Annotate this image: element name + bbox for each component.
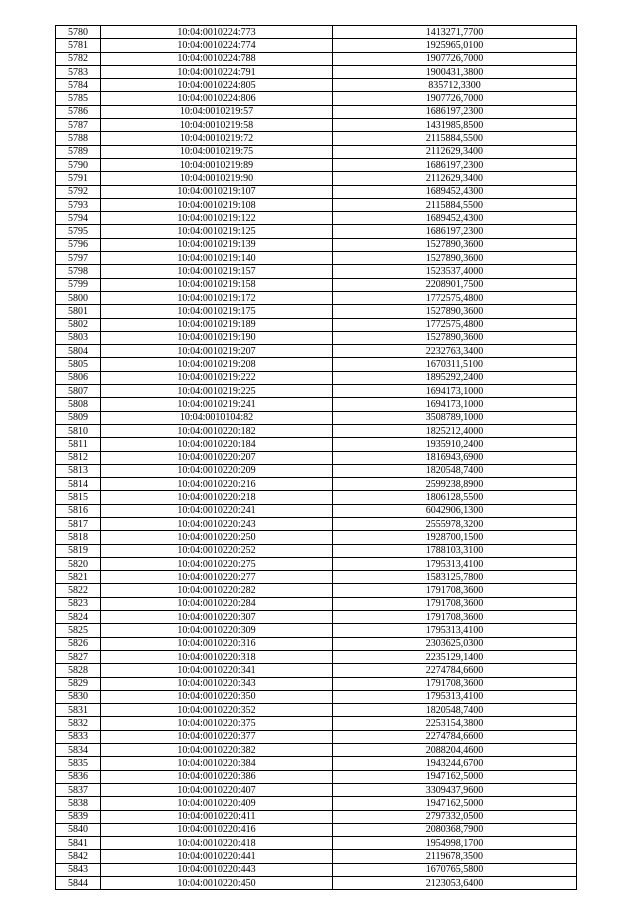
table-row — [56, 26, 577, 39]
cadastral-value-cell: 2119678,3500 — [333, 850, 577, 863]
cadastral-value-cell: 1820548,7400 — [333, 464, 577, 477]
cadastral-number-cell: 10:04:0010220:377 — [101, 730, 333, 743]
row-number-cell: 5816 — [56, 504, 101, 517]
row-number-cell: 5826 — [56, 637, 101, 650]
row-number-cell: 5843 — [56, 863, 101, 876]
table-row — [56, 850, 577, 863]
cadastral-value-cell: 3508789,1000 — [333, 411, 577, 424]
cadastral-value-cell: 1825212,4000 — [333, 424, 577, 437]
table-row — [56, 478, 577, 491]
cadastral-number-cell: 10:04:0010219:72 — [101, 132, 333, 145]
table-row — [56, 744, 577, 757]
row-number-cell: 5804 — [56, 345, 101, 358]
row-number-cell: 5824 — [56, 611, 101, 624]
table-row — [56, 132, 577, 145]
row-number-cell: 5784 — [56, 79, 101, 92]
cadastral-value-cell: 1795313,4100 — [333, 624, 577, 637]
cadastral-value-cell: 1947162,5000 — [333, 770, 577, 783]
cadastral-number-cell: 10:04:0010224:773 — [101, 26, 333, 39]
row-number-cell: 5819 — [56, 544, 101, 557]
cadastral-value-cell: 1527890,3600 — [333, 252, 577, 265]
cadastral-number-cell: 10:04:0010219:89 — [101, 158, 333, 171]
cadastral-value-cell: 1772575,4800 — [333, 318, 577, 331]
cadastral-number-cell: 10:04:0010220:309 — [101, 624, 333, 637]
cadastral-value-cell: 1806128,5500 — [333, 491, 577, 504]
cadastral-value-cell: 2080368,7900 — [333, 823, 577, 836]
table-row — [56, 105, 577, 118]
cadastral-value-cell: 2112629,3400 — [333, 145, 577, 158]
row-number-cell: 5786 — [56, 105, 101, 118]
cadastral-number-cell: 10:04:0010219:158 — [101, 278, 333, 291]
table-row — [56, 119, 577, 132]
cadastral-number-cell: 10:04:0010219:208 — [101, 358, 333, 371]
row-number-cell: 5780 — [56, 26, 101, 39]
table-row — [56, 278, 577, 291]
cadastral-number-cell: 10:04:0010219:58 — [101, 119, 333, 132]
table-row — [56, 504, 577, 517]
row-number-cell: 5823 — [56, 597, 101, 610]
cadastral-value-cell: 1816943,6900 — [333, 451, 577, 464]
cadastral-value-cell: 1895292,2400 — [333, 371, 577, 384]
row-number-cell: 5829 — [56, 677, 101, 690]
cadastral-number-cell: 10:04:0010220:386 — [101, 770, 333, 783]
cadastral-value-cell: 1795313,4100 — [333, 690, 577, 703]
cadastral-number-cell: 10:04:0010220:450 — [101, 877, 333, 890]
cadastral-value-cell: 1689452,4300 — [333, 212, 577, 225]
row-number-cell: 5827 — [56, 650, 101, 663]
cadastral-value-cell: 1907726,7000 — [333, 92, 577, 105]
cadastral-value-cell: 2088204,4600 — [333, 744, 577, 757]
table-row — [56, 730, 577, 743]
cadastral-value-cell: 1686197,2300 — [333, 158, 577, 171]
cadastral-number-cell: 10:04:0010220:443 — [101, 863, 333, 876]
cadastral-value-cell: 1527890,3600 — [333, 305, 577, 318]
row-number-cell: 5802 — [56, 318, 101, 331]
cadastral-value-cell: 2599238,8900 — [333, 478, 577, 491]
row-number-cell: 5785 — [56, 92, 101, 105]
table-row — [56, 837, 577, 850]
row-number-cell: 5787 — [56, 119, 101, 132]
cadastral-value-cell: 1772575,4800 — [333, 291, 577, 304]
row-number-cell: 5810 — [56, 424, 101, 437]
row-number-cell: 5800 — [56, 291, 101, 304]
cadastral-number-cell: 10:04:0010219:172 — [101, 291, 333, 304]
row-number-cell: 5807 — [56, 385, 101, 398]
cadastral-value-cell: 1791708,3600 — [333, 597, 577, 610]
table-row — [56, 783, 577, 796]
cadastral-number-cell: 10:04:0010219:107 — [101, 185, 333, 198]
cadastral-number-cell: 10:04:0010219:222 — [101, 371, 333, 384]
row-number-cell: 5831 — [56, 704, 101, 717]
table-row — [56, 438, 577, 451]
cadastral-number-cell: 10:04:0010220:382 — [101, 744, 333, 757]
row-number-cell: 5813 — [56, 464, 101, 477]
cadastral-number-cell: 10:04:0010219:108 — [101, 198, 333, 211]
table-row — [56, 531, 577, 544]
cadastral-number-cell: 10:04:0010224:788 — [101, 52, 333, 65]
cadastral-value-cell: 1788103,3100 — [333, 544, 577, 557]
table-row — [56, 398, 577, 411]
table-row — [56, 571, 577, 584]
cadastral-number-cell: 10:04:0010220:375 — [101, 717, 333, 730]
row-number-cell: 5793 — [56, 198, 101, 211]
row-number-cell: 5801 — [56, 305, 101, 318]
cadastral-number-cell: 10:04:0010220:411 — [101, 810, 333, 823]
table-row — [56, 331, 577, 344]
table-row — [56, 624, 577, 637]
cadastral-value-cell: 1900431,3800 — [333, 65, 577, 78]
cadastral-number-cell: 10:04:0010220:284 — [101, 597, 333, 610]
table-row — [56, 185, 577, 198]
row-number-cell: 5825 — [56, 624, 101, 637]
table-row — [56, 39, 577, 52]
row-number-cell: 5782 — [56, 52, 101, 65]
cadastral-number-cell: 10:04:0010220:343 — [101, 677, 333, 690]
table-row — [56, 544, 577, 557]
cadastral-number-cell: 10:04:0010224:774 — [101, 39, 333, 52]
row-number-cell: 5808 — [56, 398, 101, 411]
table-row — [56, 198, 577, 211]
cadastral-value-cell: 1928700,1500 — [333, 531, 577, 544]
row-number-cell: 5795 — [56, 225, 101, 238]
cadastral-value-cell: 2115884,5500 — [333, 198, 577, 211]
table-row — [56, 92, 577, 105]
cadastral-number-cell: 10:04:0010220:350 — [101, 690, 333, 703]
cadastral-number-cell: 10:04:0010220:352 — [101, 704, 333, 717]
cadastral-value-cell: 2555978,3200 — [333, 517, 577, 530]
table-row — [56, 385, 577, 398]
table-row — [56, 557, 577, 570]
table-row — [56, 464, 577, 477]
row-number-cell: 5833 — [56, 730, 101, 743]
table-row — [56, 345, 577, 358]
row-number-cell: 5797 — [56, 252, 101, 265]
table-row — [56, 637, 577, 650]
cadastral-value-cell: 1935910,2400 — [333, 438, 577, 451]
row-number-cell: 5822 — [56, 584, 101, 597]
cadastral-value-cell: 2274784,6600 — [333, 664, 577, 677]
cadastral-number-cell: 10:04:0010220:209 — [101, 464, 333, 477]
cadastral-number-cell: 10:04:0010220:184 — [101, 438, 333, 451]
row-number-cell: 5830 — [56, 690, 101, 703]
row-number-cell: 5837 — [56, 783, 101, 796]
row-number-cell: 5839 — [56, 810, 101, 823]
table-row — [56, 877, 577, 890]
table-row — [56, 291, 577, 304]
cadastral-number-cell: 10:04:0010220:307 — [101, 611, 333, 624]
table-row — [56, 863, 577, 876]
row-number-cell: 5783 — [56, 65, 101, 78]
cadastral-number-cell: 10:04:0010219:207 — [101, 345, 333, 358]
table-row — [56, 717, 577, 730]
cadastral-value-cell: 1907726,7000 — [333, 52, 577, 65]
cadastral-number-cell: 10:04:0010220:316 — [101, 637, 333, 650]
table-row — [56, 252, 577, 265]
table-row — [56, 225, 577, 238]
cadastral-number-cell: 10:04:0010220:407 — [101, 783, 333, 796]
cadastral-value-cell: 1523537,4000 — [333, 265, 577, 278]
table-row — [56, 650, 577, 663]
row-number-cell: 5818 — [56, 531, 101, 544]
cadastral-number-cell: 10:04:0010219:140 — [101, 252, 333, 265]
cadastral-number-cell: 10:04:0010220:277 — [101, 571, 333, 584]
cadastral-value-cell: 1431985,8500 — [333, 119, 577, 132]
table-row — [56, 517, 577, 530]
cadastral-number-cell: 10:04:0010220:441 — [101, 850, 333, 863]
row-number-cell: 5820 — [56, 557, 101, 570]
cadastral-value-cell: 2235129,1400 — [333, 650, 577, 663]
row-number-cell: 5817 — [56, 517, 101, 530]
cadastral-value-cell: 1689452,4300 — [333, 185, 577, 198]
table-row — [56, 664, 577, 677]
cadastral-value-cell: 1791708,3600 — [333, 677, 577, 690]
row-number-cell: 5796 — [56, 238, 101, 251]
row-number-cell: 5821 — [56, 571, 101, 584]
table-row — [56, 411, 577, 424]
cadastral-number-cell: 10:04:0010219:75 — [101, 145, 333, 158]
cadastral-number-cell: 10:04:0010224:805 — [101, 79, 333, 92]
cadastral-value-cell: 2797332,0500 — [333, 810, 577, 823]
cadastral-number-cell: 10:04:0010220:418 — [101, 837, 333, 850]
cadastral-value-cell: 1670765,5800 — [333, 863, 577, 876]
cadastral-number-cell: 10:04:0010219:90 — [101, 172, 333, 185]
table-row — [56, 810, 577, 823]
table-row — [56, 491, 577, 504]
row-number-cell: 5781 — [56, 39, 101, 52]
cadastral-number-cell: 10:04:0010219:122 — [101, 212, 333, 225]
table-body — [56, 26, 577, 890]
cadastral-number-cell: 10:04:0010219:175 — [101, 305, 333, 318]
row-number-cell: 5812 — [56, 451, 101, 464]
row-number-cell: 5803 — [56, 331, 101, 344]
row-number-cell: 5842 — [56, 850, 101, 863]
cadastral-value-cell: 1583125,7800 — [333, 571, 577, 584]
row-number-cell: 5790 — [56, 158, 101, 171]
row-number-cell: 5791 — [56, 172, 101, 185]
cadastral-number-cell: 10:04:0010220:241 — [101, 504, 333, 517]
cadastral-value-cell: 2232763,3400 — [333, 345, 577, 358]
row-number-cell: 5832 — [56, 717, 101, 730]
cadastral-number-cell: 10:04:0010220:282 — [101, 584, 333, 597]
cadastral-number-cell: 10:04:0010219:225 — [101, 385, 333, 398]
row-number-cell: 5806 — [56, 371, 101, 384]
cadastral-value-cell: 2112629,3400 — [333, 172, 577, 185]
row-number-cell: 5805 — [56, 358, 101, 371]
row-number-cell: 5840 — [56, 823, 101, 836]
cadastral-number-cell: 10:04:0010220:409 — [101, 797, 333, 810]
cadastral-number-cell: 10:04:0010219:139 — [101, 238, 333, 251]
cadastral-value-cell: 2208901,7500 — [333, 278, 577, 291]
row-number-cell: 5815 — [56, 491, 101, 504]
cadastral-value-cell: 2253154,3800 — [333, 717, 577, 730]
table-row — [56, 677, 577, 690]
table-row — [56, 238, 577, 251]
cadastral-number-cell: 10:04:0010220:218 — [101, 491, 333, 504]
table-row — [56, 305, 577, 318]
cadastral-value-cell: 1686197,2300 — [333, 105, 577, 118]
row-number-cell: 5844 — [56, 877, 101, 890]
table-row — [56, 318, 577, 331]
table-row — [56, 52, 577, 65]
table-row — [56, 584, 577, 597]
cadastral-value-cell: 1954998,1700 — [333, 837, 577, 850]
cadastral-value-cell: 2303625,0300 — [333, 637, 577, 650]
cadastral-value-cell: 1947162,5000 — [333, 797, 577, 810]
cadastral-value-cell: 835712,3300 — [333, 79, 577, 92]
table-row — [56, 145, 577, 158]
cadastral-value-cell: 6042906,1300 — [333, 504, 577, 517]
cadastral-number-cell: 10:04:0010220:216 — [101, 478, 333, 491]
cadastral-value-cell: 1527890,3600 — [333, 238, 577, 251]
row-number-cell: 5794 — [56, 212, 101, 225]
table-row — [56, 597, 577, 610]
row-number-cell: 5798 — [56, 265, 101, 278]
cadastral-number-cell: 10:04:0010219:157 — [101, 265, 333, 278]
row-number-cell: 5828 — [56, 664, 101, 677]
cadastral-value-cell: 1820548,7400 — [333, 704, 577, 717]
cadastral-number-cell: 10:04:0010219:241 — [101, 398, 333, 411]
cadastral-number-cell: 10:04:0010220:318 — [101, 650, 333, 663]
table-row — [56, 158, 577, 171]
cadastral-value-cell: 1925965,0100 — [333, 39, 577, 52]
cadastral-value-cell: 1795313,4100 — [333, 557, 577, 570]
cadastral-number-cell: 10:04:0010104:82 — [101, 411, 333, 424]
row-number-cell: 5841 — [56, 837, 101, 850]
cadastral-value-cell: 2115884,5500 — [333, 132, 577, 145]
cadastral-number-cell: 10:04:0010224:791 — [101, 65, 333, 78]
cadastral-value-cell: 1943244,6700 — [333, 757, 577, 770]
table-row — [56, 358, 577, 371]
cadastral-value-cell: 2123053,6400 — [333, 877, 577, 890]
table-row — [56, 212, 577, 225]
cadastral-number-cell: 10:04:0010220:182 — [101, 424, 333, 437]
cadastral-number-cell: 10:04:0010224:806 — [101, 92, 333, 105]
row-number-cell: 5838 — [56, 797, 101, 810]
cadastral-number-cell: 10:04:0010219:189 — [101, 318, 333, 331]
cadastral-value-cell: 1694173,1000 — [333, 398, 577, 411]
cadastral-value-cell: 2274784,6600 — [333, 730, 577, 743]
table-row — [56, 611, 577, 624]
row-number-cell: 5835 — [56, 757, 101, 770]
cadastral-number-cell: 10:04:0010220:416 — [101, 823, 333, 836]
row-number-cell: 5834 — [56, 744, 101, 757]
row-number-cell: 5836 — [56, 770, 101, 783]
cadastral-value-cell: 1791708,3600 — [333, 611, 577, 624]
cadastral-number-cell: 10:04:0010220:275 — [101, 557, 333, 570]
table-row — [56, 797, 577, 810]
cadastral-number-cell: 10:04:0010219:125 — [101, 225, 333, 238]
table-row — [56, 690, 577, 703]
cadastral-number-cell: 10:04:0010220:252 — [101, 544, 333, 557]
cadastral-number-cell: 10:04:0010219:190 — [101, 331, 333, 344]
cadastral-value-cell: 1791708,3600 — [333, 584, 577, 597]
cadastral-number-cell: 10:04:0010220:341 — [101, 664, 333, 677]
row-number-cell: 5792 — [56, 185, 101, 198]
cadastral-value-table — [55, 25, 577, 890]
cadastral-value-cell: 1670311,5100 — [333, 358, 577, 371]
table-row — [56, 451, 577, 464]
cadastral-number-cell: 10:04:0010220:384 — [101, 757, 333, 770]
table-row — [56, 371, 577, 384]
table-row — [56, 265, 577, 278]
cadastral-value-cell: 1527890,3600 — [333, 331, 577, 344]
row-number-cell: 5789 — [56, 145, 101, 158]
row-number-cell: 5799 — [56, 278, 101, 291]
table-row — [56, 65, 577, 78]
cadastral-number-cell: 10:04:0010220:250 — [101, 531, 333, 544]
row-number-cell: 5788 — [56, 132, 101, 145]
row-number-cell: 5814 — [56, 478, 101, 491]
table-row — [56, 79, 577, 92]
cadastral-number-cell: 10:04:0010220:207 — [101, 451, 333, 464]
table-row — [56, 823, 577, 836]
cadastral-number-cell: 10:04:0010220:243 — [101, 517, 333, 530]
cadastral-value-cell: 1694173,1000 — [333, 385, 577, 398]
cadastral-number-cell: 10:04:0010219:57 — [101, 105, 333, 118]
cadastral-value-cell: 3309437,9600 — [333, 783, 577, 796]
table-row — [56, 424, 577, 437]
table-row — [56, 172, 577, 185]
cadastral-value-cell: 1413271,7700 — [333, 26, 577, 39]
table-row — [56, 704, 577, 717]
row-number-cell: 5809 — [56, 411, 101, 424]
table-row — [56, 770, 577, 783]
cadastral-value-cell: 1686197,2300 — [333, 225, 577, 238]
row-number-cell: 5811 — [56, 438, 101, 451]
table-row — [56, 757, 577, 770]
